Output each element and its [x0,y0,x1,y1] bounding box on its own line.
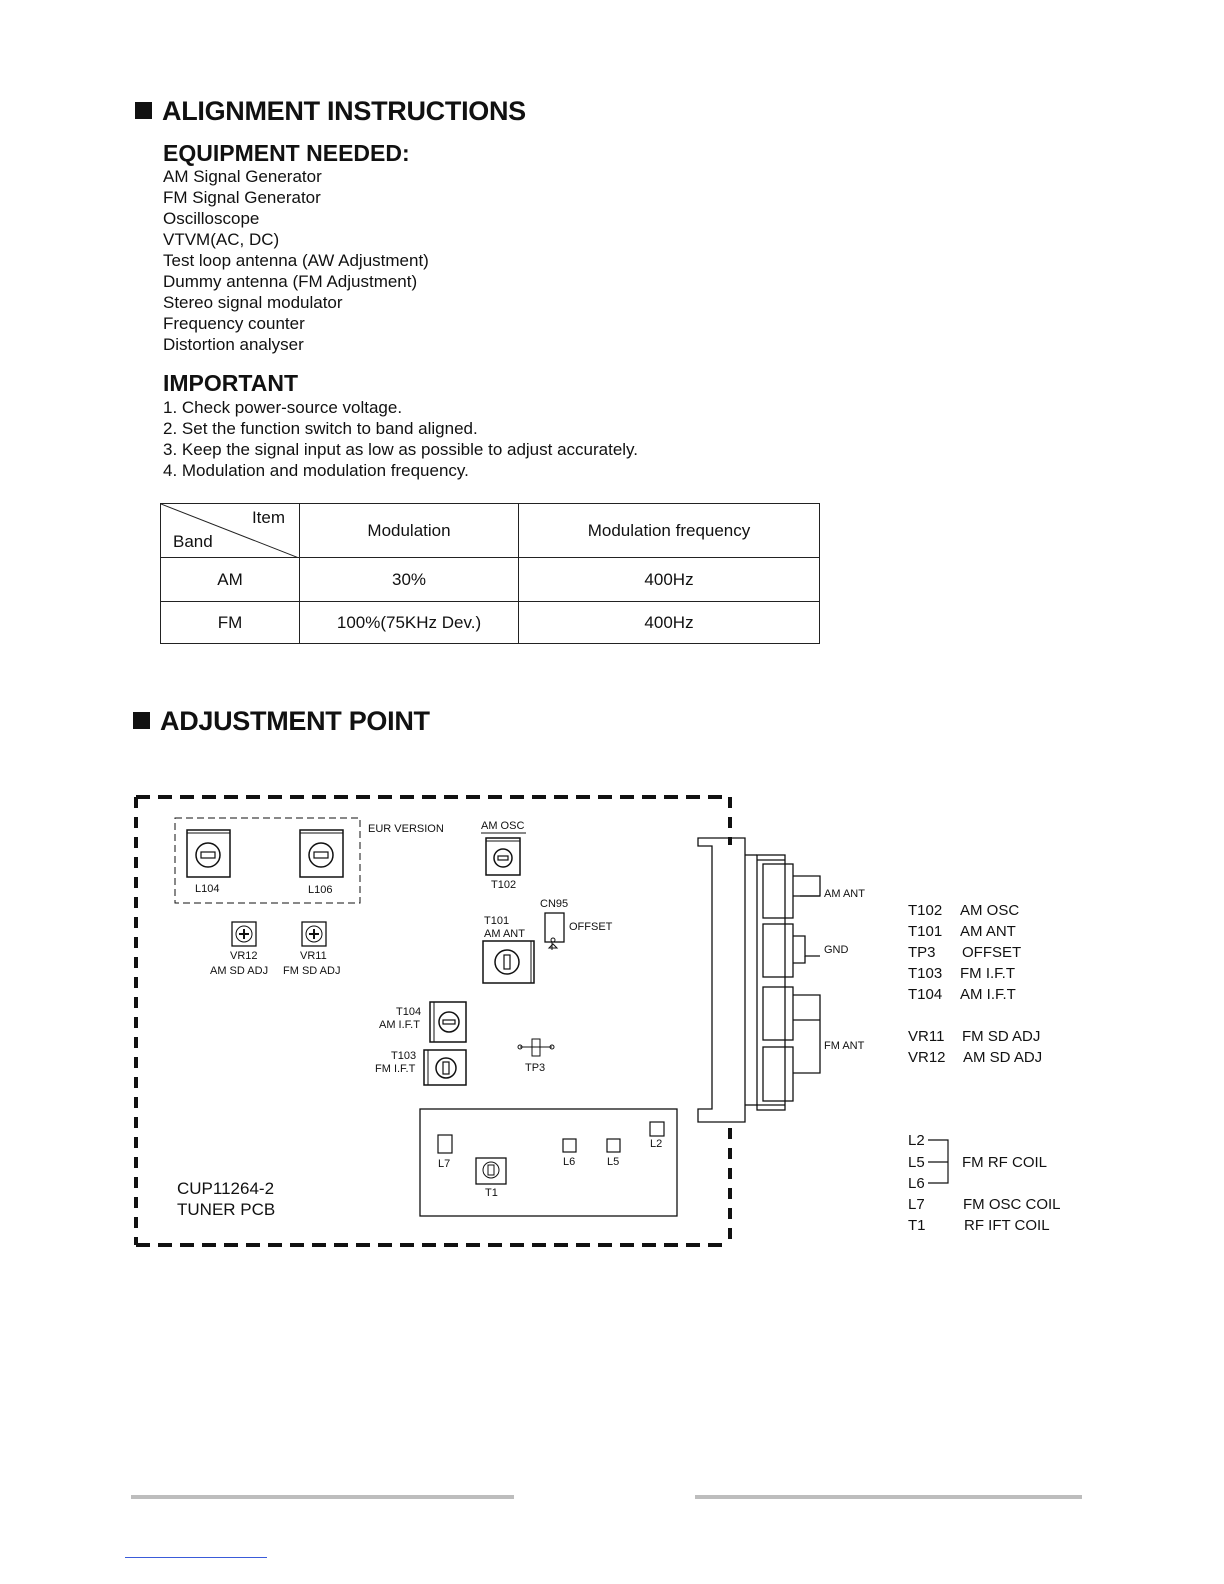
cn95-connector [545,913,564,950]
legend-row [908,923,1021,944]
legend-group-2 [908,1028,1042,1070]
legend-row [908,965,1021,986]
fm-rf-coil-bracket [928,1140,948,1183]
pcb-name-line2: TUNER PCB [177,1200,276,1219]
legend-l7: L7 [908,1196,925,1213]
footer-divider-right [695,1495,1082,1499]
equipment-item: Stereo signal modulator [163,293,343,312]
pcb-outline [136,797,730,1245]
important-item: 3. Keep the signal input as low as possible to adjust accurately. [163,440,639,459]
l2-label: L2 [650,1138,663,1150]
table-cell-modulation: 100%(75KHz Dev.) [300,602,519,644]
legend-code: VR11 [908,1028,945,1045]
connector-gnd-label: GND [824,944,849,956]
legend-t1: T1 [908,1217,926,1234]
t101-sub-label: AM ANT [484,928,525,940]
legend-row [908,902,1021,923]
equipment-item: Oscilloscope [163,209,260,228]
legend-code: T101 [908,923,943,940]
table-cell-band: FM [161,602,300,644]
tp3-label: TP3 [525,1062,546,1074]
tp3-testpoint [518,1039,554,1056]
legend-rf-ift-coil: RF IFT COIL [964,1217,1050,1234]
header-modulation: Modulation [300,504,519,558]
important-title: IMPORTANT [163,370,299,396]
legend-l5: L5 [908,1154,925,1171]
vr12-label: VR12 [230,950,258,962]
legend-code: T103 [908,965,943,982]
connector-fm-ant-label: FM ANT [824,1040,865,1052]
legend-code: TP3 [908,944,936,961]
legend-row [908,1028,1042,1049]
corner-band-label: Band [173,532,213,551]
antenna-connector [698,838,820,1122]
table-cell-band: AM [161,558,300,602]
t102-component [481,833,526,875]
legend-code: T102 [908,902,943,919]
equipment-item: Distortion analyser [163,335,304,354]
vr12-component [232,922,256,946]
legend-desc: OFFSET [962,944,1022,961]
vr11-label: VR11 [300,950,327,962]
equipment-item: FM Signal Generator [163,188,321,207]
l106-component [300,830,343,877]
footer-link-underline [125,1557,267,1558]
legend-l2: L2 [908,1132,925,1149]
header-modulation-frequency: Modulation frequency [519,504,820,558]
t103-sub-label: FM I.F.T [375,1063,416,1075]
alignment-title-text: ALIGNMENT INSTRUCTIONS [162,96,526,126]
t103-label: T103 [391,1050,417,1062]
t102-label: T102 [491,879,517,891]
legend-code: VR12 [908,1049,946,1066]
rf-subboard [420,1109,677,1216]
l106-label: L106 [308,884,333,896]
legend-group-1 [908,902,1021,1007]
corner-item-label: Item [251,508,285,527]
legend-fm-osc-coil: FM OSC COIL [963,1196,1061,1213]
l6-label: L6 [563,1156,576,1168]
legend-desc: AM SD ADJ [963,1049,1043,1066]
important-item: 1. Check power-source voltage. [163,398,403,417]
legend-desc: AM OSC [960,902,1020,919]
am-osc-label: AM OSC [481,820,525,832]
vr11-component [302,922,326,946]
l104-label: L104 [195,883,220,895]
adjustment-title-text: ADJUSTMENT POINT [160,706,430,736]
legend-row [908,986,1021,1007]
l7-label: L7 [438,1158,451,1170]
t104-label: T104 [396,1006,422,1018]
equipment-item: Test loop antenna (AW Adjustment) [163,251,429,270]
eur-version-label: EUR VERSION [368,823,444,835]
connector-am-ant-label: AM ANT [824,888,865,900]
l104-component [187,830,230,877]
legend-code: T104 [908,986,943,1003]
l5-label: L5 [607,1156,620,1168]
legend-desc: AM I.F.T [960,986,1016,1003]
t103-component [424,1050,466,1085]
equipment-item: VTVM(AC, DC) [163,230,280,249]
legend-desc: FM SD ADJ [962,1028,1041,1045]
t104-sub-label: AM I.F.T [379,1019,420,1031]
vr12-sub-label: AM SD ADJ [210,965,269,977]
legend-desc: AM ANT [960,923,1016,940]
pcb-name-line1: CUP11264-2 [177,1179,275,1198]
t101-label: T101 [484,915,510,927]
equipment-item: AM Signal Generator [163,167,322,186]
legend-row [908,944,1021,965]
t104-component [430,1002,466,1042]
t101-component [483,941,534,983]
important-item: 4. Modulation and modulation frequency. [163,461,469,480]
offset-label: OFFSET [569,921,613,933]
legend-fm-rf-coil: FM RF COIL [962,1154,1047,1171]
table-cell-frequency: 400Hz [519,558,820,602]
vr11-sub-label: FM SD ADJ [283,965,341,977]
legend-desc: FM I.F.T [960,965,1015,982]
important-item: 2. Set the function switch to band aligned. [163,419,478,438]
t1-label: T1 [485,1187,498,1199]
table-cell-modulation: 30% [300,558,519,602]
equipment-item: Dummy antenna (FM Adjustment) [163,272,418,291]
legend-row [908,1049,1042,1070]
cn95-label: CN95 [540,898,569,910]
equipment-item: Frequency counter [163,314,305,333]
legend-l6: L6 [908,1175,925,1192]
table-cell-frequency: 400Hz [519,602,820,644]
equipment-title: EQUIPMENT NEEDED: [163,140,410,166]
footer-divider-left [131,1495,514,1499]
